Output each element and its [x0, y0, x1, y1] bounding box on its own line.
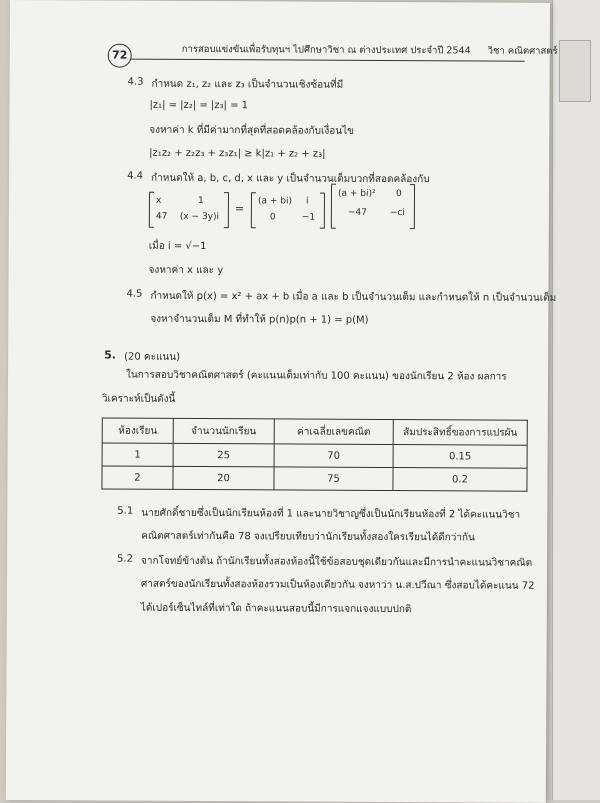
matrix-right-c: −47 [347, 207, 367, 218]
col-header-room: ห้องเรียน [102, 418, 173, 443]
col-header-students: จำนวนนักเรียน [173, 418, 274, 444]
q43-line2: |z₁| = |z₂| = |z₃| = 1 [149, 99, 249, 112]
cell-students: 20 [173, 466, 274, 490]
q43-line3: จงหาค่า k ที่มีค่ามากที่สุดที่สอดคล้องกับเงื่อนไข [149, 124, 355, 137]
matrix-right-b: 0 [395, 189, 402, 200]
table-row [102, 466, 527, 491]
matrix-left-d: (x − 3y)i [179, 211, 220, 223]
matrix-left-a: x [155, 195, 162, 206]
page-number: 72 [108, 44, 132, 68]
q51-line1: นายศักดิ์ชายซึ่งเป็นนักเรียนห้องที่ 1 และนายวิชาญซึ่งเป็นนักเรียนห้องที่ 2 ได้คะแนนวิชา [141, 507, 521, 521]
cell-room: 2 [102, 466, 173, 489]
cell-mean: 75 [274, 467, 393, 491]
q5-points: (20 คะแนน) [124, 351, 181, 363]
q51-line2: คณิตศาสตร์เท่ากันคือ 78 จงเปรียบเทียบว่านักเรียนทั้งสองใครเรียนได้ดีกว่ากัน [141, 530, 475, 544]
matrix-middle-a: (a + bi) [257, 196, 292, 207]
q52-line3: ได้เปอร์เซ็นไทล์ที่เท่าใด ถ้าคะแนนสอบนี้มีการแจกแจงแบบปกติ [140, 602, 412, 616]
table-row [102, 443, 527, 468]
cell-students: 25 [173, 443, 274, 467]
adjacent-page [552, 0, 600, 800]
header-rule [130, 59, 525, 62]
matrix-right-d: −ci [389, 207, 405, 219]
col-header-cv: สัมประสิทธิ์ของการแปรผัน [393, 420, 527, 446]
q5-number: 5. [104, 348, 117, 362]
q44-number: 4.4 [127, 170, 144, 182]
q45-line1: กำหนดให้ p(x) = x² + ax + b เมื่อ a และ b เป็นจำนวนเต็ม และกำหนดให้ n เป็นจำนวนเต็ม [150, 290, 557, 304]
cell-mean: 70 [274, 444, 393, 468]
q52-line1: จากโจทย์ข้างต้น ถ้านักเรียนทั้งสองห้องนี้ใช้ข้อสอบชุดเดียวกันและมีการนำคะแนนวิชาคณิต [141, 555, 533, 569]
q43-line4: |z₁z₂ + z₂z₃ + z₃z₁| ≥ k|z₁ + z₂ + z₃| [149, 147, 326, 160]
q44-line1: กำหนดให้ a, b, c, d, x และ y เป็นจำนวนเต็มบวกที่สอดคล้องกับ [151, 172, 430, 186]
q52-line2: ศาสตร์ของนักเรียนทั้งสองห้องรวมเป็นห้องเดียวกัน จงหาว่า น.ส.ปวีณา ซึ่งสอบได้คะแนน 72 [140, 578, 535, 592]
matrix-middle [251, 193, 325, 227]
cell-cv: 0.15 [393, 445, 527, 469]
q51-number: 5.1 [117, 505, 134, 517]
page-tab [559, 40, 591, 102]
table-header-row [102, 418, 527, 445]
matrix-left-c: 47 [155, 211, 168, 222]
page-header [182, 42, 558, 59]
q52-number: 5.2 [117, 553, 134, 565]
matrix-middle-c: 0 [269, 212, 276, 223]
q43-line1: กำหนด z₁, z₂ และ z₃ เป็นจำนวนเชิงซ้อนที่มี [151, 78, 344, 91]
q5-intro-line1: ในการสอบวิชาคณิตศาสตร์ (คะแนนเต็มเท่ากับ 100 คะแนน) ของนักเรียน 2 ห้อง ผลการ [126, 369, 507, 383]
q45-number: 4.5 [126, 288, 143, 300]
cell-room: 1 [102, 443, 173, 466]
col-header-mean: ค่าเฉลี่ยเลขคณิต [274, 419, 393, 445]
matrix-right-a: (a + bi)² [337, 188, 376, 199]
q45-line2: จงหาจำนวนเต็ม M ที่ทำให้ p(n)p(n + 1) = p(M) [150, 313, 369, 326]
cell-cv: 0.2 [393, 468, 527, 492]
matrix-left [149, 193, 229, 227]
document-page [6, 0, 558, 803]
q43-number: 4.3 [127, 76, 144, 88]
q44-ask: จงหาค่า x และ y [148, 264, 224, 277]
q44-where: เมื่อ i = √−1 [148, 240, 207, 253]
results-table [101, 417, 527, 491]
q5-intro-line2: วิเคราะห์เป็นดังนี้ [101, 393, 176, 405]
matrix-middle-d: −1 [301, 212, 316, 223]
header-subject: วิชา คณิตศาสตร์ [487, 45, 558, 57]
matrix-right [331, 185, 415, 228]
equals-sign: = [234, 202, 245, 216]
matrix-left-b: 1 [197, 195, 204, 207]
header-title: การสอบแข่งขันเพื่อรับทุนฯ ไปศึกษาวิชา ณ ต่างประเทศ ประจำปี 2544 [181, 43, 471, 57]
matrix-middle-b: i [305, 196, 309, 207]
